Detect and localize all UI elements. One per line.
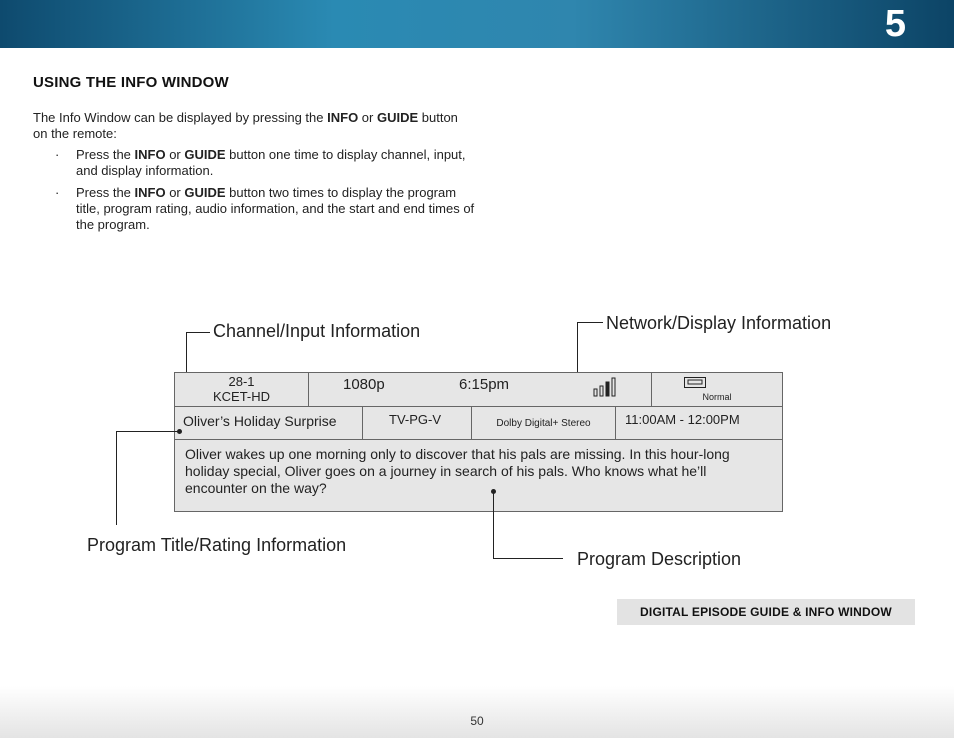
channel-name: KCET-HD	[212, 389, 271, 404]
picture-mode-label: Normal	[702, 392, 732, 402]
description-cell	[174, 439, 783, 512]
chapter-number: 5	[884, 3, 906, 45]
program-title-cell	[174, 406, 363, 440]
program-description: Oliver wakes up one morning only to discover that his pals are missing. In this hour-long holiday special, Oliver goes on a journey in search of his pals. Who knows what he’ll encounter on the way?	[185, 446, 730, 496]
program-rating: TV-PG-V	[389, 412, 442, 427]
bullet-icon: ·	[55, 147, 60, 162]
bullet-icon: ·	[55, 185, 60, 200]
schedule-cell	[615, 406, 783, 440]
leader-point	[177, 429, 182, 434]
program-schedule: 11:00AM - 12:00PM	[625, 412, 740, 427]
leader-line	[577, 322, 578, 377]
leader-line	[577, 322, 603, 323]
list-item: · Press the INFO or GUIDE button one time to display channel, input, and display information.	[55, 147, 466, 178]
callout-network-display: Network/Display Information	[606, 313, 832, 333]
callout-channel-input: Channel/Input Information	[213, 321, 421, 341]
leader-line	[116, 431, 117, 525]
chapter-header-bar	[0, 0, 954, 48]
intro-paragraph: The Info Window can be displayed by pressing the INFO or GUIDE button on the remote:	[33, 110, 458, 141]
figure-caption: DIGITAL EPISODE GUIDE & INFO WINDOW	[617, 599, 915, 625]
page-number: 50	[470, 714, 484, 728]
leader-line	[116, 431, 180, 432]
callout-program-description: Program Description	[577, 549, 742, 569]
leader-line	[493, 558, 563, 559]
list-item: · Press the INFO or GUIDE button two times to display the program title, program rating, audio information, and the start and end times of the program.	[55, 185, 475, 232]
channel-cell	[174, 372, 309, 407]
picture-mode-cell	[651, 372, 783, 407]
audio-cell	[471, 406, 616, 440]
channel-number: 28-1	[228, 374, 255, 389]
resolution: 1080p	[343, 376, 385, 393]
section-title: USING THE INFO WINDOW	[33, 74, 229, 91]
program-title: Oliver’s Holiday Surprise	[183, 413, 337, 429]
display-info-cell	[308, 372, 652, 407]
leader-line	[186, 332, 210, 333]
signal-strength-icon	[593, 377, 619, 397]
audio-info: Dolby Digital+ Stereo	[496, 418, 591, 429]
rating-cell	[362, 406, 472, 440]
page-footer	[0, 686, 954, 738]
instruction-list	[55, 147, 475, 239]
clock-time: 6:15pm	[459, 376, 510, 393]
callout-program-title: Program Title/Rating Information	[87, 535, 347, 555]
picture-mode-icon	[684, 377, 706, 388]
leader-line	[493, 492, 494, 559]
